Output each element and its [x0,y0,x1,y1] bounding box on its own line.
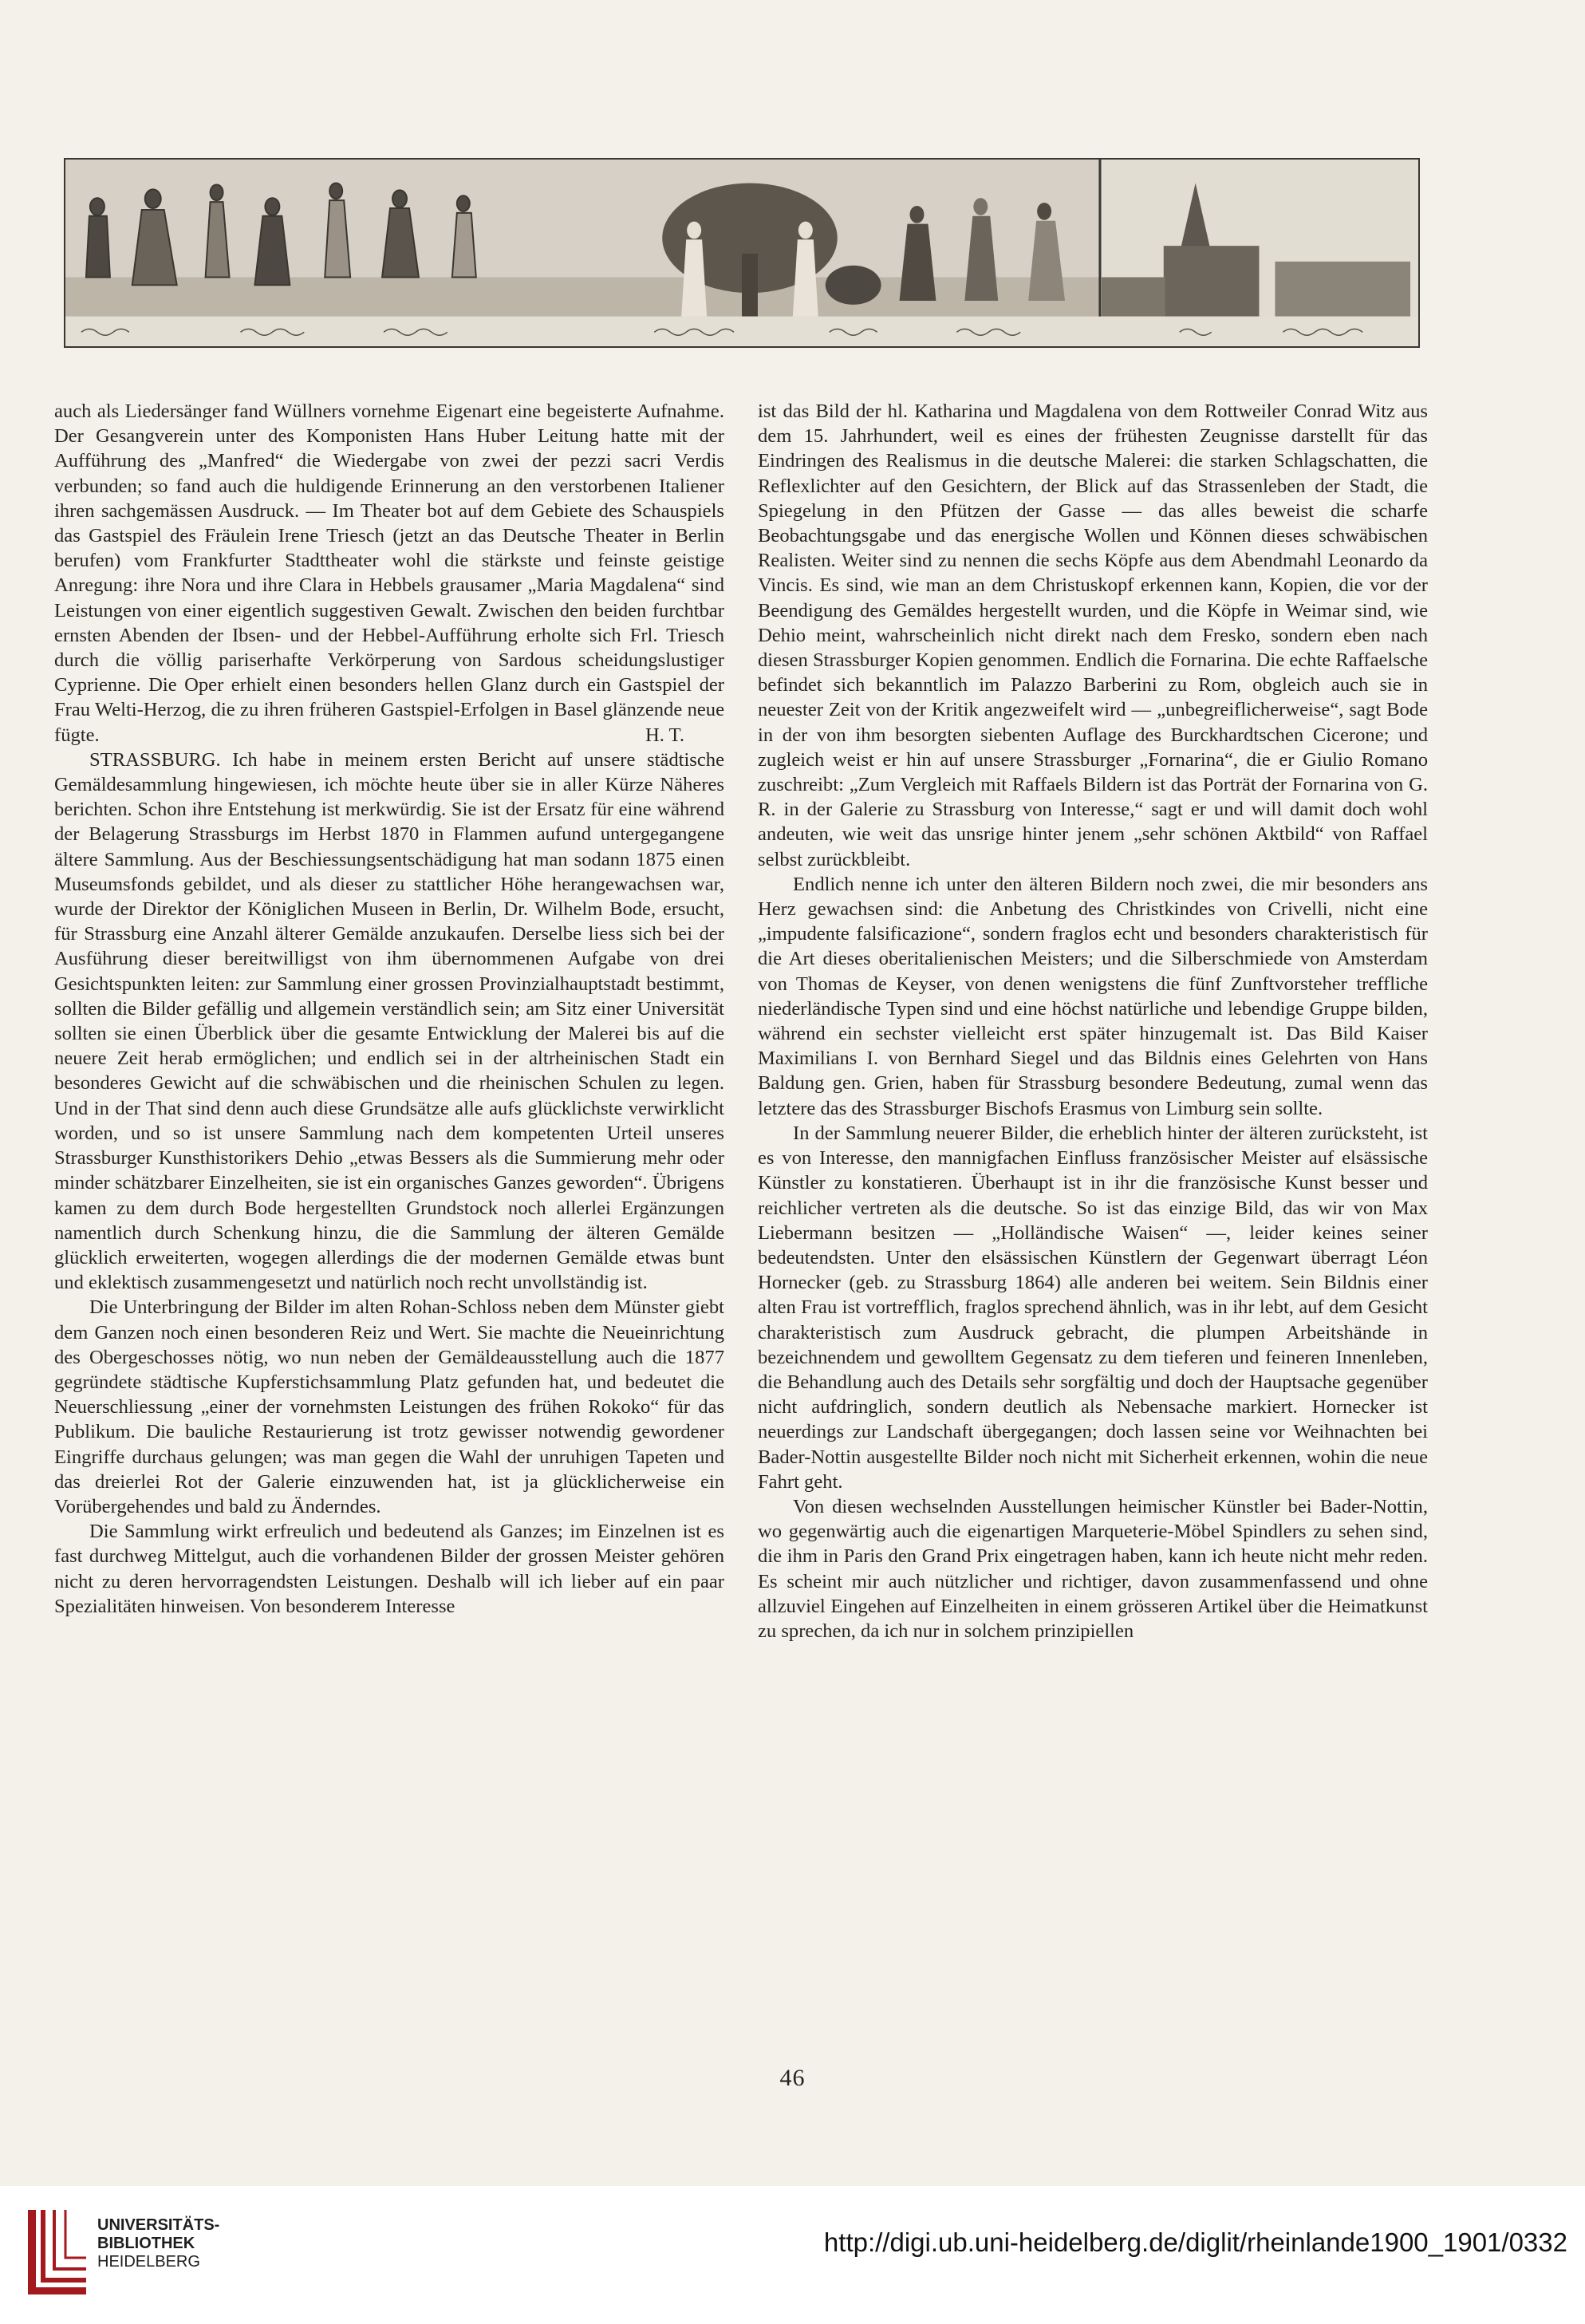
left-paragraph-1 [54,399,724,748]
left-paragraph-2: STRASSBURG. Ich habe in meinem ersten Bericht auf unsere städtische Gemäldesammlung hingewiesen, ich möchte heute über sie in aller Kürze Näheres berichten. Schon ihre Entstehung ist merkwürdig. Sie ist der Ersatz für eine während der Belagerung Strassburgs im Herbst 1870 in Flammen aufund untergegangene ältere Sammlung. Aus der Beschiessungsentschädigung hat man sodann 1875 einen Museumsfonds gebildet, und als dieser zu stattlicher Höhe herangewachsen war, wurde der Direktor der Königlichen Museen in Berlin, Dr. Wilhelm Bode, ersucht, für Strassburg eine Anzahl älterer Gemälde anzukaufen. Derselbe liess sich bei der Ausführung dieser bereitwilligst von ihm übernommenen Aufgabe von drei Gesichtspunkten leiten: zur Sammlung einer grossen Provinzialhauptstadt bestimmt, sollten die Bilder gefällig und allgemein verständlich sein; am Sitz einer Universität sollten sie einen Überblick über die gesamte Entwicklung der Malerei bis auf die neuere Zeit herab ermöglichen; und endlich sei in der altrheinischen Stadt ein besonderes Gewicht auf die schwäbischen und die rheinischen Schulen zu legen. Und in der That sind denn auch diese Grundsätze alle aufs glücklichste verwirklicht worden, und so ist unsere Sammlung nach dem kompetenten Urteil unseres Strassburger Kunsthistorikers Dehio „etwas Bessers als die Summierung mehr oder minder schätzbarer Einzelheiten, sie ist ein organisches Ganzes geworden“. Übrigens kamen zu dem durch Bode hergestellten Grundstock noch allerlei Ergänzungen namentlich durch Schenkung hinzu, die die Sammlung der älteren Gemälde glücklich erweiterten, wogegen allerdings die der modernen Gemälde etwas bunt und eklektisch zusammengesetzt und natürlich noch recht unvollständig ist. [54,748,724,1294]
right-paragraph-2: Endlich nenne ich unter den älteren Bildern noch zwei, die mir besonders ans Herz gewachsen sind: die Anbetung des Christkindes von Crivelli, nicht eine „impudente falsificazione“, sondern fraglos echt und besonders charakteristisch für die Art dieses oberitalienischen Meisters; und die Silberschmiede von Amsterdam von Thomas de Keyser, von denen wenigstens die fünf Zunftvorsteher treffliche niederländische Typen sind und eine höchst natürliche und lebendige Gruppe bilden, während ein sechster vielleicht erst später hinzugemalt ist. Das Bild Kaiser Maximilians I. von Bernhard Siegel und das Bildnis eines Gelehrten von Hans Baldung gen. Grien, haben für Strassburg besondere Bedeutung, zumal wenn das letztere das des Strassburger Bischofs Erasmus von Limburg sein sollte. [758,873,1428,1119]
page-number: 46 [779,2065,806,2091]
left-paragraph-3: Die Unterbringung der Bilder im alten Rohan-Schloss neben dem Münster giebt dem Ganzen noch einen besonderen Reiz und Wert. Sie machte die Neueinrichtung des Obergeschosses nötig, wo nun neben der Gemäldeausstellung auch die 1877 gegründete städtische Kupferstichsammlung Platz gefunden hat, und bedeutet die Neuerschliessung „einer der vornehmsten Leistungen des frühen Rokoko“ für das Publikum. Die bauliche Restaurierung ist trotz gewisser notwendig gewordener Eingriffe durchaus gelungen; was man gegen die Wahl der unruhigen Tapeten und das dreierlei Rot der Galerie einzuwenden hat, ist ja glücklicherweise ein Vorübergehendes und bald zu Änderndes. [54,1296,724,1517]
right-paragraph-1: ist das Bild der hl. Katharina und Magdalena von dem Rottweiler Conrad Witz aus dem 15. Jahrhundert, weil es eines der frühesten Zeugnisse darstellt für das Eindringen des Realismus in die deutsche Malerei: die starken Schlagschatten, die Reflexlichter auf den Gesichtern, der Blick auf das Strassenleben der Stadt, die Spiegelung in den Pfützen der Gasse — das alles beweist die scharfe Beobachtungsgabe und das energische Wollen und Können dieses schwäbischen Realisten. Weiter sind zu nennen die sechs Köpfe aus dem Abendmahl Leonardo da Vincis. Es sind, wie man an dem Christuskopf erkennen kann, Kopien, die vor der Beendigung des Gemäldes hergestellt wurden, und die Köpfe in Weimar sind, wie Dehio meint, wahrscheinlich nicht direkt nach dem Fresko, sondern eben nach diesen Strassburger Kopien genommen. Endlich die Fornarina. Die echte Raffaelsche befindet sich bekanntlich im Palazzo Barberini zu Rom, obgleich auch sie in neuester Zeit von der Kritik angezweifelt wird — „unbegreiflicherweise“, sagt Bode in der von ihm besorgten siebenten Auflage des Burckhardtschen Cicerone; und zugleich weist er hin auf unsere Strassburger „Fornarina“, die er Giulio Romano zuschreibt: „Zum Vergleich mit Raffaels Bildern ist das Porträt der Fornarina von G. R. in der Galerie zu Strassburg von Interesse,“ sagt er und will damit doch wohl andeuten, wie weit das unsrige hinter jenem „sehr schönen Aktbild“ von Raffael selbst zurückbleibt. [758,400,1428,870]
library-line-2: BIBLIOTHEK [97,2235,195,2252]
library-line-1: UNIVERSITÄTS- [97,2216,220,2234]
source-url-link[interactable]: http://digi.ub.uni-heidelberg.de/diglit/rheinlande1900_1901/0332 [823,2227,1567,2257]
frieze-illustration [64,158,1420,348]
left-paragraph-4: Die Sammlung wirkt erfreulich und bedeutend als Ganzes; im Einzelnen ist es fast durchweg Mittelgut, auch die vorhandenen Bilder der grossen Meister gehören nicht zu deren hervorragendsten Leistungen. Deshalb will ich lieber auf ein paar Spezialitäten hinweisen. Von besonderem Interesse [54,1521,724,1617]
left-paragraph-1-text: auch als Liedersänger fand Wüllners vornehme Eigenart eine begeisterte Aufnahme. Der Gesangverein unter des Komponisten Hans Huber Leitung hatte mit der Aufführung des „Manfred“ die Wiedergabe von zwei der pezzi sacri Verdis verbunden; so fand auch die huldigende Erinnerung an den verstorbenen Italiener ihren sachgemässen Ausdruck. — Im Theater bot auf dem Gebiete des Schauspiels das Gastspiel des Fräulein Irene Triesch (jetzt an das Deutsche Theater in Berlin berufen) vom Frankfurter Stadttheater wohl die stärkste und feinste geistige Anregung: ihre Nora und ihre Clara in Hebbels grausamer „Maria Magdalena“ sind Leistungen von einer eigentlich suggestiven Gewalt. Zwischen den beiden furchtbar ernsten Abenden der Ibsen- und der Hebbel-Aufführung erholte sich Frl. Triesch durch die völlig pariserhafte Verkörperung von Sardous scheidungslustiger Cyprienne. Die Oper erhielt einen besonders hellen Glanz durch ein Gastspiel der Frau Welti-Herzog, die zu ihren früheren Gastspiel-Erfolgen in Basel glänzende neue fügte. [54,400,724,746]
ub-heidelberg-logo-icon [27,2207,91,2294]
footer-bar [0,2186,1585,2324]
library-line-3: HEIDELBERG [97,2253,200,2271]
right-paragraph-3: In der Sammlung neuerer Bilder, die erheblich hinter der älteren zurücksteht, ist es von Interesse, den mannigfachen Einfluss französischer Meister auf elsässische Künstler zu konstatieren. Überhaupt ist in ihr die französische Kunst besser und reichlicher vertreten als die deutsche. So ist das einzige Bild, das wir von Max Liebermann besitzen — „Holländische Waisen“ —, leider keines seiner bedeutendsten. Unter den elsässischen Künstlern der Gegenwart überragt Léon Hornecker (geb. zu Strassburg 1864) alle anderen bei weitem. Sein Bildnis einer alten Frau ist vortrefflich, fraglos sprechend ähnlich, was in ihr lebt, auf dem Gesicht charakteristisch zum Ausdruck gebracht, die plumpen Arbeitshände in bezeichnendem und gewolltem Gegensatz zu dem tieferen und feineren Innenleben, die Behandlung auch des Details sehr sorgfältig und doch der Hauptsache gegenüber nicht aufdringlich, sondern deutlich als Nebensache markiert. Hornecker ist neuerdings zur Landschaft übergegangen; doch lassen seine vor Weihnachten bei Bader-Nottin ausgestellte Bilder noch nicht mit Sicherheit erkennen, wohin die neue Fahrt geht. [758,1122,1428,1493]
right-column [758,399,1428,1643]
library-name [97,2216,219,2271]
right-paragraph-4: Von diesen wechselnden Ausstellungen heimischer Künstler bei Bader-Nottin, wo gegenwärtig auch die eigenartigen Marqueterie-Möbel Spindlers zu sehen sind, die ihm in Paris den Grand Prix eingetragen haben, kann ich heute nicht mehr reden. Es scheint mir auch nützlicher und richtiger, davon zusammenfassend und ohne allzuviel Eingehen auf Einzelheiten in einem grösseren Artikel über die Heimatkunst zu sprechen, da ich nur in solchem prinzipiellen [758,1495,1428,1642]
frieze-drawing [65,160,1418,346]
signature-ht: H. T. [645,724,684,746]
left-column [54,399,724,1619]
